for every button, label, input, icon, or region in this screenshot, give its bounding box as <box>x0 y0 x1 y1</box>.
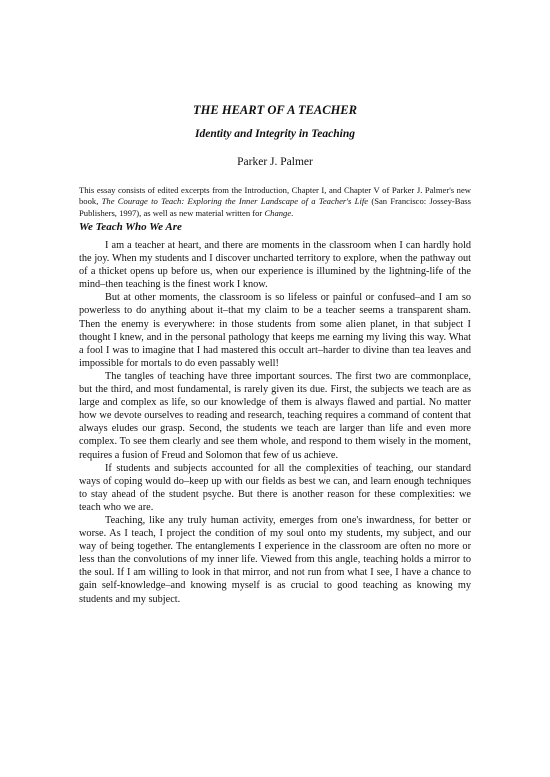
paragraph: Teaching, like any truly human activity, emerges from one's inwardness, for better or worse. As I teach, I project the condition of my soul onto my students, my subject, and our way of being together. The entanglements I experience in the classroom are often no more or less than the convolutions of my inner life. Viewed from this angle, teaching holds a mirror to the soul. If I am willing to look in that mirror, and not run from what I see, I have a chance to gain self-knowledge–and knowing myself is as crucial to good teaching as knowing my students and my subject. <box>79 514 471 605</box>
paragraph: If students and subjects accounted for all the complexities of teaching, our standard ways of coping would do–keep up with our fields as best we can, and learn enough techniques to stay ahead of the student psyche. But there is another reason for these complexities: we teach who we are. <box>79 462 471 513</box>
paragraph: But at other moments, the classroom is so lifeless or painful or confused–and I am so powerless to do anything about it–that my claim to be a teacher seems a transparent sham. Then the enemy is everywhere: in those students from some alien planet, in that subject I thought I knew, and in the personal pathology that keeps me earning my living this way. What a fool I was to imagine that I had mastered this occult art–harder to divine than tea leaves and impossible for mortals to do even passably well! <box>79 292 471 369</box>
source-note-suffix: . <box>291 207 294 218</box>
source-note-middle: (San Francisco: Jossey-Bass Publishers, 1997), as well as new material written for <box>79 196 471 218</box>
paragraph: I am a teacher at heart, and there are moments in the classroom when I can hardly hold the joy. When my students and I discover uncharted territory to explore, when the pathway out of a thicket opens up before us, when our experience is illumined by the lightning-life of the mind–then teaching is the finest work I know. <box>79 240 471 291</box>
document-subtitle: Identity and Integrity in Teaching <box>195 128 355 140</box>
book-title: The Courage to Teach: Exploring the Inner Landscape of a Teacher's Life <box>101 196 369 207</box>
section-heading: We Teach Who We Are <box>79 221 182 233</box>
journal-name: Change <box>264 207 292 218</box>
body-text <box>79 239 471 606</box>
document-title: THE HEART OF A TEACHER <box>193 103 357 117</box>
source-note-prefix: This essay consists of edited excerpts from the Introduction, Chapter I, and Chapter V of Parker J. Palmer's new book, <box>79 185 471 207</box>
paragraph: The tangles of teaching have three important sources. The first two are commonplace, but the third, and most fundamental, is rarely given its due. First, the subjects we teach are as large and complex as life, so our knowledge of them is always flawed and partial. No matter how we devote ourselves to reading and research, teaching requires a command of content that always eludes our grasp. Second, the students we teach are larger than life and even more complex. To see them clearly and see them whole, and respond to them wisely in the moment, requires a fusion of Freud and Solomon that few of us achieve. <box>79 370 471 461</box>
author-name: Parker J. Palmer <box>237 156 313 168</box>
source-note <box>79 185 471 219</box>
